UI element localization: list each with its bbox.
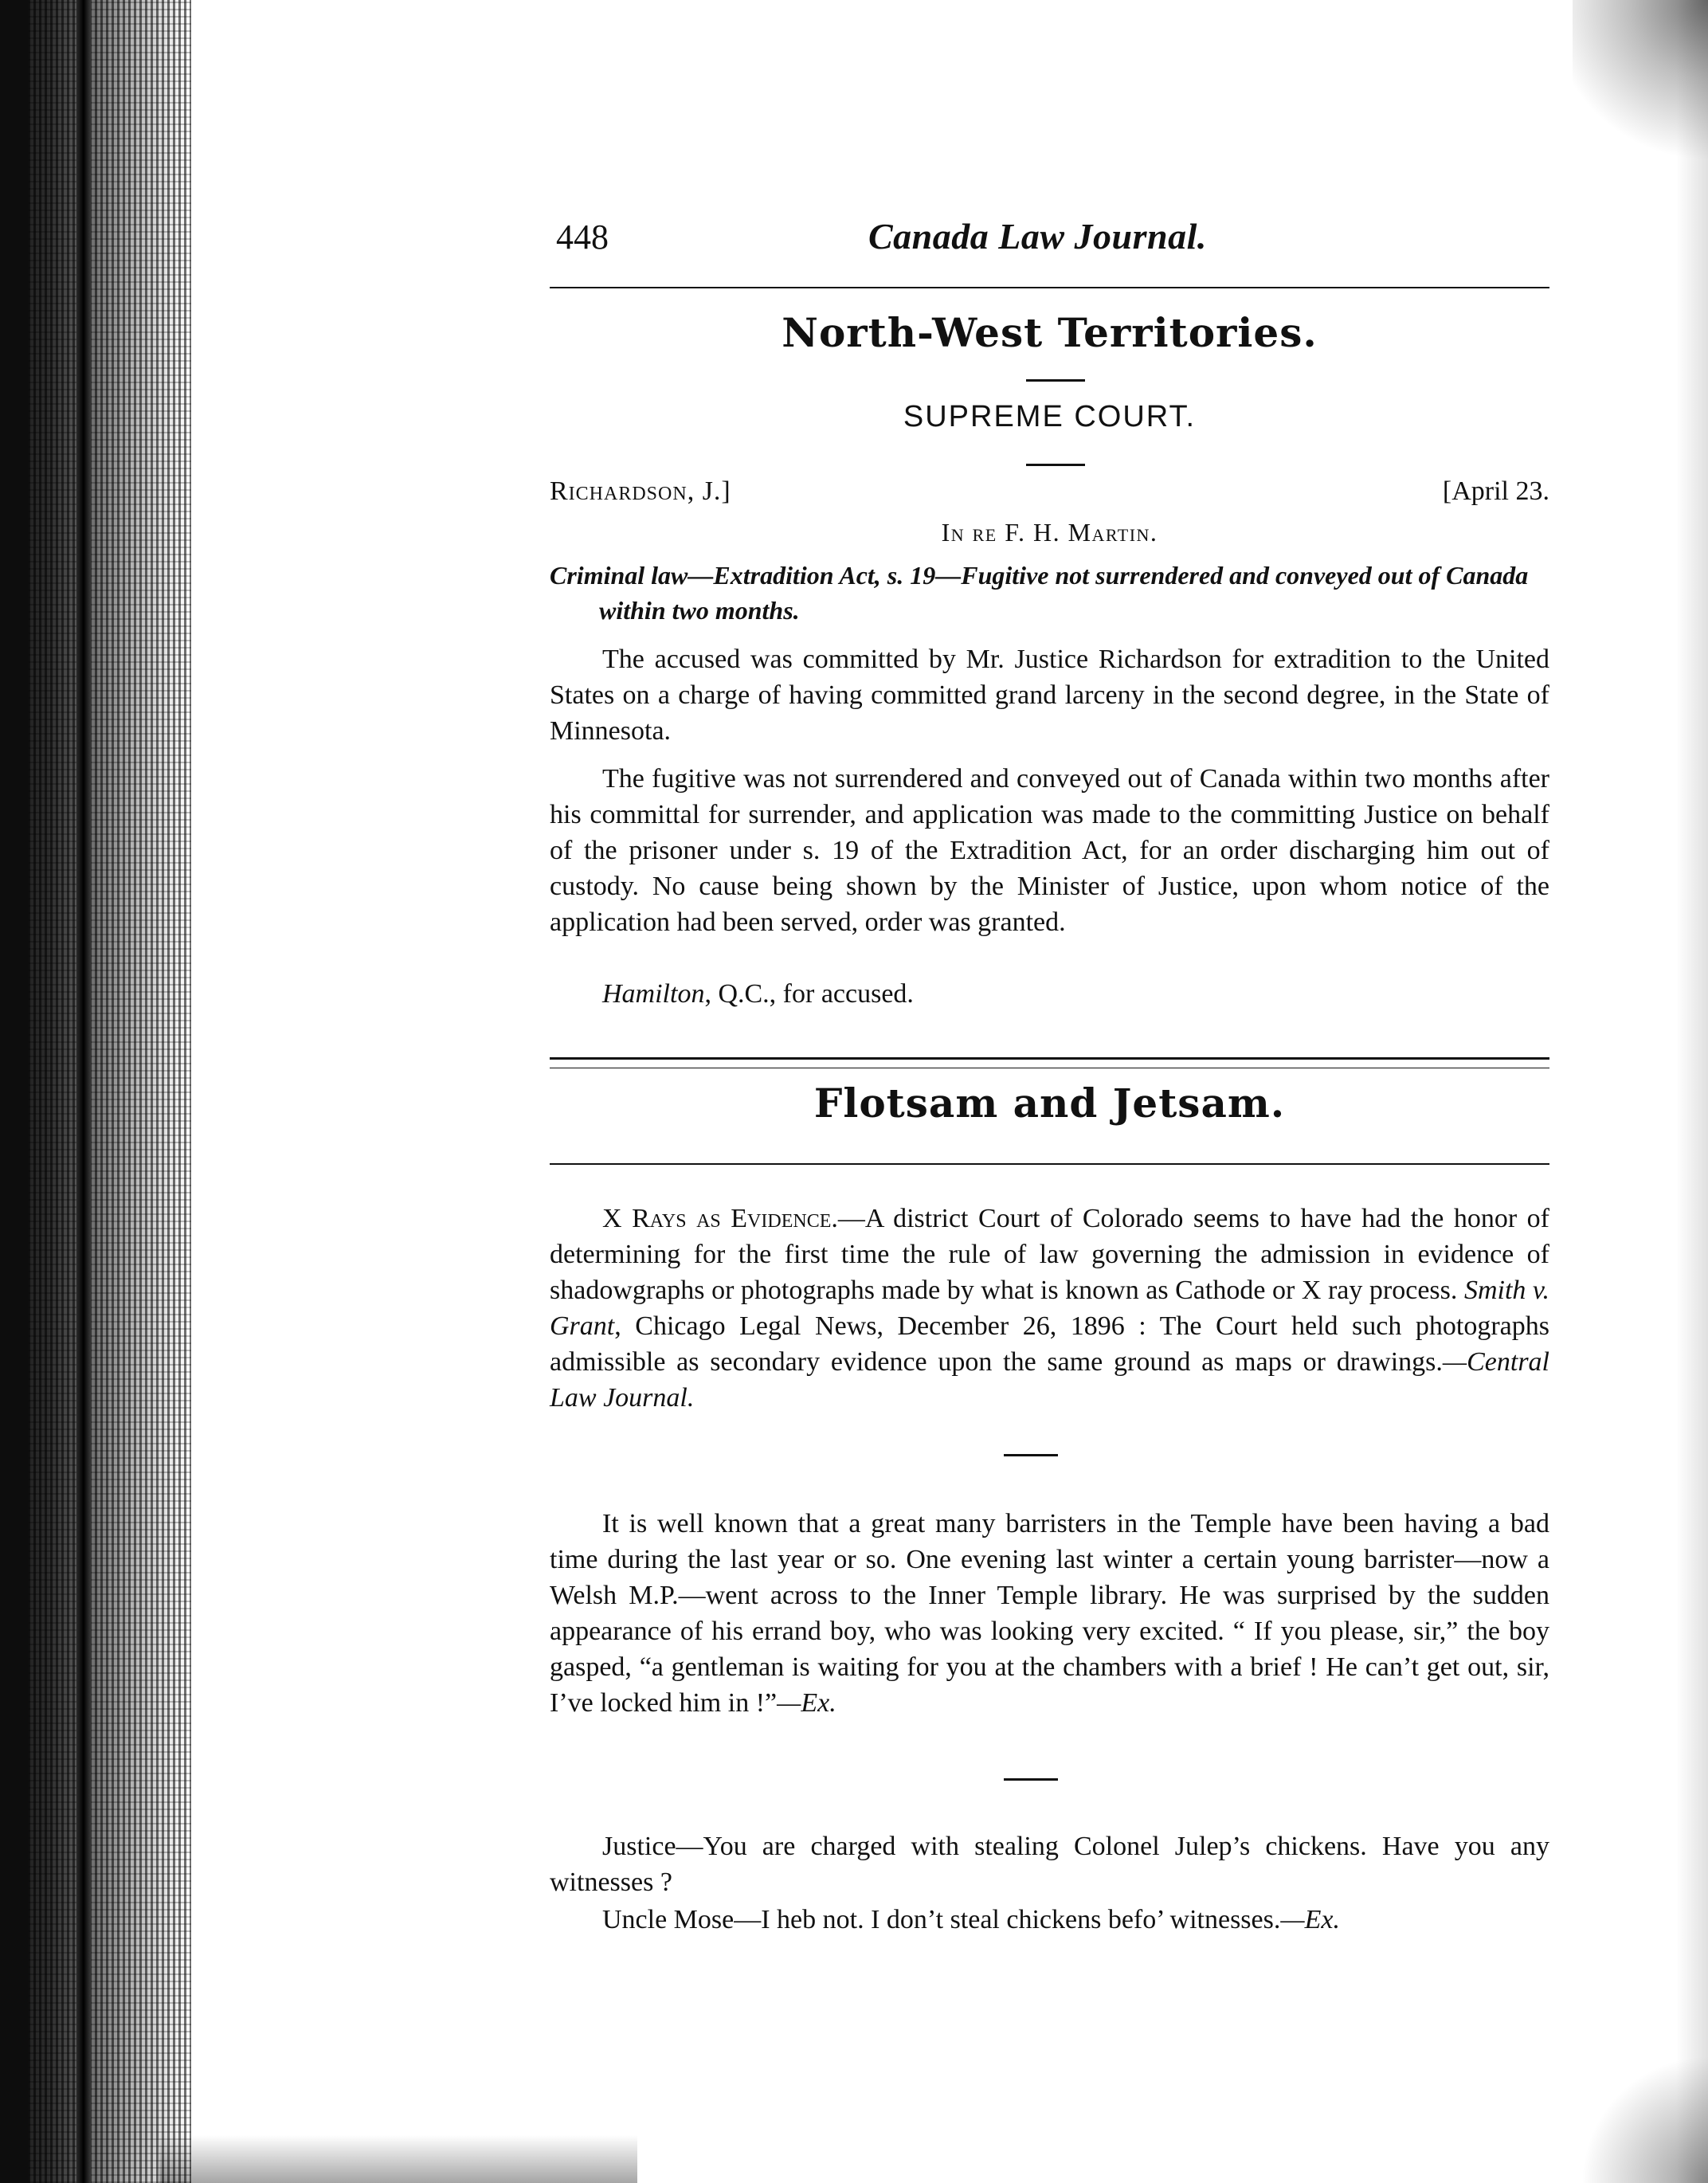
scan-shadow-bottom	[159, 2135, 637, 2183]
item-barrister-anecdote	[550, 1506, 1549, 1721]
item-text: —A district Court of Colorado seems to have had the honor of determining for the first time the rule of law governing the admission in evidence of shadowgraphs or photographs made by what is known as Cathode or X ray process.	[550, 1204, 1550, 1305]
case-paragraph-1: The accused was committed by Mr. Justice Richardson for extradition to the United States on a charge of having committed grand larceny in the second degree, in the State of Minnesota.	[550, 645, 1549, 746]
item-text: , Chicago Legal News, December 26, 1896 : The Court held such photographs admissible as secondary evidence upon the same ground as maps or drawings.	[550, 1311, 1549, 1377]
case-date: [April 23.	[1442, 476, 1549, 506]
item-lead: X Rays as Evidence.	[602, 1204, 838, 1233]
item-x-rays-as-evidence	[550, 1201, 1549, 1416]
section-rule	[550, 1163, 1549, 1165]
case-citation: Smith v. Grant	[550, 1276, 1549, 1341]
item-uncle-mose-reply	[550, 1902, 1549, 1938]
header-rule	[550, 287, 1549, 288]
binding-fold	[76, 0, 91, 2183]
running-head	[550, 215, 1549, 265]
item-text: Uncle Mose—I heb not. I don’t steal chickens befo’ witnesses.	[602, 1905, 1281, 1934]
section-double-rule	[550, 1057, 1549, 1068]
judge-name: Richardson, J.]	[550, 476, 731, 506]
counsel-name: Hamilton	[602, 979, 705, 1009]
book-binding-shadow	[0, 0, 191, 2183]
item-source: —Ex.	[777, 1688, 836, 1718]
divider-short	[1026, 464, 1085, 466]
journal-page	[550, 215, 1550, 1934]
binding-edge	[0, 0, 29, 2183]
counsel-line	[550, 976, 1549, 1012]
scan-shadow-bottom-right	[1581, 2056, 1708, 2183]
page-number: 448	[556, 218, 609, 257]
divider-short	[1004, 1454, 1058, 1456]
counsel-role: , Q.C., for accused.	[704, 979, 914, 1009]
item-source: —Central Law Journal.	[550, 1347, 1549, 1413]
item-source: —Ex.	[1280, 1905, 1340, 1934]
divider-short	[1026, 379, 1085, 382]
section-title-north-west-territories: North-West Territories.	[782, 309, 1318, 356]
case-paragraph-2: The fugitive was not surrendered and conveyed out of Canada within two months after his committal for surrender, and application was made to the committing Justice on behalf of the prisoner under s. 19 of the Extradition Act, for an order discharging him out of custody. No cause being shown by the Minister of Justice, upon whom notice of the application had been served, order was granted.	[550, 764, 1549, 937]
divider-short	[1004, 1778, 1058, 1781]
item-text: It is well known that a great many barristers in the Temple have been having a bad time during the last year or so. One evening last winter a certain young barrister—now a Welsh M.P.—went across to the Inner Temple library. He was surprised by the sudden appearance of his errand boy, who was looking very excited. “ If you please, sir,” the boy gasped, “a gentleman is waiting for you at the chambers with a brief ! He can’t get out, sir, I’ve locked him in !”	[550, 1509, 1549, 1718]
section-title-flotsam-and-jetsam: Flotsam and Jetsam.	[813, 1080, 1286, 1127]
case-headnote: Criminal law—Extradition Act, s. 19—Fugitive not surrendered and conveyed out of Canada within two months.	[550, 561, 1529, 625]
case-name: In re F. H. Martin.	[941, 518, 1158, 547]
court-name: SUPREME COURT.	[903, 400, 1197, 433]
item-justice-dialogue: Justice—You are charged with stealing Colonel Julep’s chickens. Have you any witnesses ?	[550, 1832, 1549, 1897]
journal-title: Canada Law Journal.	[868, 216, 1207, 257]
scan-shadow-right-edge	[1676, 0, 1708, 2183]
